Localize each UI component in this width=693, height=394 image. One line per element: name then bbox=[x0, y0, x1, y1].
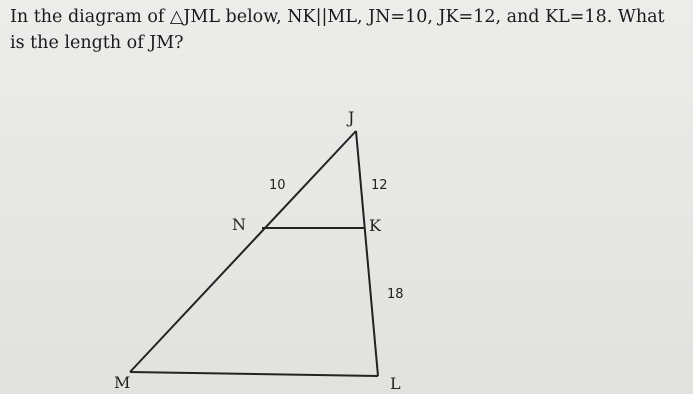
side-jm bbox=[130, 131, 356, 372]
vertex-label-j: J bbox=[348, 108, 355, 127]
segment-label-jn: 10 bbox=[269, 178, 286, 193]
segment-label-jk: 12 bbox=[371, 178, 388, 193]
vertex-label-n: N bbox=[232, 215, 246, 234]
side-ml bbox=[130, 372, 378, 376]
side-jl bbox=[356, 131, 378, 376]
vertex-label-k: K bbox=[369, 216, 381, 235]
segment-label-kl: 18 bbox=[387, 287, 404, 302]
vertex-label-m: M bbox=[114, 373, 131, 392]
vertex-label-l: L bbox=[390, 374, 401, 393]
question-text: In the diagram of △JML below, NK||ML, JN=10, JK=12, and KL=18. What is the length of JM? bbox=[10, 7, 665, 53]
